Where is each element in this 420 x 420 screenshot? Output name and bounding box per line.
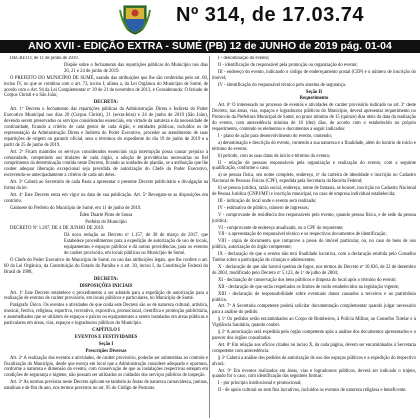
- right-paragraph: IX - declaração de que o evento não terá finalidade lucrativa, com a declaração emitida pelo Conselho Tutelar sobre a participação de crianças e adolescentes;: [212, 252, 416, 264]
- right-paragraph: § 1º Os pedidos serão encaminhados ao Corpo de Bombeiros, à Polícia Militar, ao Conselho Tutelar e à Vigilância Sanitária, quando couber.: [212, 317, 416, 329]
- left-paragraph: Art. 3º As normas previstas neste Decreto aplicam-se também às festas de natureza carnavalesca, juninas, natalinas e de fim de ano, nos termos previstos no art. 95 do Código de Posturas.: [4, 380, 208, 392]
- right-column: [212, 56, 416, 418]
- left-paragraph: O Chefe do Poder Executivo do Município de Sumé, no uso das atribuições legais, que lhe confere o art. 60 da Lei Orgânica, da Constituição do Estado da Paraíba e o art. 30, inciso I, da Constituição Federal do Brasil de 1988,: [4, 258, 208, 275]
- right-paragraph: II - de apoio cultural ou sem fins lucrativos, incluídos os eventos de natureza religiosa e beneficente.: [218, 388, 407, 394]
- right-paragraph: a) se pessoa física, seu nome completo, endereço, nº da carteira de identidade e inscrição no Cadastro Nacional de Pessoas Físicas (CPF), expedida pela Secretaria da Receita Federal;: [212, 173, 416, 185]
- right-paragraph: XIII - declaração de responsabilidade sobre eventuais danos causados a terceiros e ao patrimônio público.: [212, 291, 416, 303]
- right-paragraph: VII - a apresentação do responsável técnico e os respectivos documentos de identificação;: [218, 232, 387, 238]
- left-paragraph: Prescrições Diversas: [85, 348, 127, 354]
- right-paragraph: I - plano de ação para desenvolvimento do evento, contendo;: [218, 133, 333, 139]
- right-paragraph: I - denominação do evento;: [218, 56, 270, 61]
- left-paragraph: Dispõe sobre o fechamento das repartições públicas do Município nos dias 20, 21 e 24 de junho de 2019.: [64, 62, 208, 74]
- left-paragraph: DECRETO, de 11 de junho de 2019.: [10, 56, 79, 61]
- right-paragraph: X - declaração de que não haverá queima de fogos, nos termos do Decreto nº 10.826, de 22 de dezembro de 2003, modificado pelo Decreto nº 5.123, de 1º de julho de 2004;: [212, 265, 416, 276]
- left-paragraph: Art. 1º Este Decreto estabelece o procedimento a ser adotado para a expedição de autorização para a realização de eventos de caráter provisório, em locais públicos e particulares, no Município de Sumé.: [4, 290, 208, 302]
- left-paragraph: DECRETA:: [93, 276, 119, 282]
- left-paragraph: DECRETO Nº 1.207, DE 4 DE JUNHO DE 2019.: [10, 226, 105, 232]
- right-paragraph: XI - declaração de conservação dos bens públicos e limpeza do local após o término do evento;: [218, 277, 397, 283]
- right-paragraph: Art. 9º Em eventos realizados em áreas, vias e logradouros públicos, deverá ser indicado o trajeto, quando for o caso, com identificação das seguintes formas:: [212, 368, 416, 380]
- right-paragraph: § 3º Caberá a análise dos pedidos de autorização de uso dos espaços públicos e a expedição do respectivo alvará.: [212, 355, 416, 367]
- left-paragraph: CAPÍTULO I: [92, 327, 120, 333]
- right-paragraph: b) período, com as suas datas de início e término do evento;: [218, 153, 331, 159]
- right-paragraph: Art. 8º Em relação aos ofícios citados no inciso X, da cada página, devem ser encaminhados à Secretaria competente com antecedência.: [212, 342, 416, 354]
- left-paragraph: O PREFEITO DO MUNICÍPIO DE SUMÉ, usando das atribuições que lhe são conferidas pelo art. 60, inciso IV, no que se combina com o art. 73, inciso I, alínea a, da Lei Orgânica do Município de Sumé, de acordo com o Art. 94 da Lei Complementar nº 39 de 21 de novembro de 2013, e Considerando: O feriado de Corpus Christi e o São João;: [4, 75, 208, 99]
- left-paragraph: Parágrafo Único. Os eventos e atividades de que cuida este Decreto são os de natureza cultural, artística, musical, festiva, religiosa, esportiva, recreativo, expositiva, promocional, científica e promoção publicitária, e assemelhados que se utilizem de espaços e palcos ou equipamentos a serem instalados em áreas públicas e particulares em áreas, vias, espaços e logradouros públicos do Município.: [4, 303, 208, 327]
- left-paragraph: DISPOSIÇÕES INICIAIS: [79, 283, 133, 289]
- right-paragraph: Seção II: [305, 89, 323, 95]
- right-paragraph: b) se pessoa jurídica, razão social, endereço, nome de fantasia, se houver, inscrição no Cadastro Nacional de Pessoa Jurídica (CNPJ/MF) e inscrição municipal, no caso de empresa individual estabelecida;: [212, 186, 416, 198]
- right-paragraph: XII - declaração de que serão respeitados os limites de ruído estabelecidos na legislação vigente;: [218, 284, 400, 290]
- left-column: [4, 56, 208, 418]
- left-paragraph: Dá nova redação ao Decreto nº 1.157, de 30 de março de 2017, que Estabelece procedimentos para a expedição de autorização de uso de locais, equipamentos e espaços públicos e dá outras providências, para os eventos de caráter provisório, em locais públicos no Município de Sumé.: [64, 233, 208, 257]
- coat-of-arms-icon: [118, 2, 152, 36]
- right-paragraph: Requerimento: [299, 96, 329, 102]
- left-paragraph: Éden Duarte Pinto de Sousa: [79, 212, 133, 218]
- right-paragraph: III - indicação do local onde o evento será realizado;: [218, 198, 317, 204]
- left-paragraph: Art. 2º A realização dos eventos e atividades, de caráter provisório, poderão ser submetidas ao controle e fiscalização do Município, desde que exerça em local que a Administração considere adequado e oportuno, conforme a natureza e dimensão do evento, com conservação de que as instalações respectivas estejam em condições de segurança e higiene, não possam ser utilizados os cuidados dos serviços públicos de inspeção.: [4, 355, 208, 379]
- left-paragraph: Gabinete do Prefeito do Município de Sumé, em 11 de junho de 2019.: [10, 205, 142, 211]
- right-paragraph: Art. 6º O interessado no processo de eventos e atividades de caráter provisório indicado no art. 2º deste Decreto, nas áreas, vias, espaços e logradouros públicos do Município, deverá apresentar requerimento no Protocolo da Prefeitura Municipal de Sumé, no prazo mínimo de 15 (quinze) dias úteis da data da realização do evento, com antecedência mínima de 10 (dez) dias, de acordo com o estabelecido no próprio requerimento, contendo os elementos e documentos a seguir indicados:: [212, 103, 416, 132]
- edition-banner: ANO XVII - EDIÇÃO EXTRA - SUMÉ (PB) 12 de JUNHO de 2019 pág. 01-04: [0, 40, 420, 53]
- issue-number: Nº 314, de 17.03.74: [176, 4, 365, 26]
- right-paragraph: § 2º A autorização será expedida pelo órgão competente após a análise dos documentos apresentados e o parecer dos órgãos consultados.: [212, 330, 416, 341]
- right-paragraph: Art. 7º A Secretaria competente poderá solicitar documentação complementar quando julgar necessário para a análise do pedido.: [212, 304, 416, 316]
- right-paragraph: II - relação de pessoas responsáveis pela organização e realização do evento, com a seguinte qualificação, conforme o caso:: [212, 160, 416, 172]
- right-paragraph: IV - identificação do responsável técnico pelo sistema de segurança.: [218, 82, 346, 88]
- right-paragraph: I - por princípio institucional e promocional;: [218, 381, 302, 387]
- gazette-header: [0, 0, 420, 40]
- column-divider: [209, 56, 210, 418]
- right-paragraph: IV - estimativa de público, número de ingressos;: [218, 205, 310, 211]
- right-paragraph: III - endereço do evento, indicando o código de endereçamento postal (CEP) e o número de inscrição do imóvel;: [212, 69, 416, 81]
- right-paragraph: II - identificação do responsável pela promoção ou organização do evento;: [218, 62, 358, 68]
- left-paragraph: DECRETA:: [93, 100, 119, 106]
- left-paragraph: Prefeito do Município: [85, 219, 127, 225]
- left-paragraph: Seção I: [98, 341, 114, 347]
- left-paragraph: EVENTOS E FESTIVIDADES: [74, 334, 138, 340]
- right-paragraph: a) denominação e descrição do evento, contendo a sua natureza e a finalidade, além do horário de início e término do evento;: [212, 140, 416, 152]
- left-paragraph: Art. 3º Caberá ao Secretário de cada Pasta a apresentar o presente Decreto publicitário e divulgação na forma da lei.: [4, 180, 208, 192]
- right-paragraph: V - comprovante de residência dos responsáveis pelo evento, quando pessoa física, e de sede da pessoa jurídica;: [212, 212, 416, 224]
- right-paragraph: VI - comprovante de endereço atualizado, ou o CPF do requerente;: [218, 225, 344, 231]
- right-paragraph: VIII - cópia de documento que comprove a posse do imóvel particular, ou, no caso de bens de uso público, autorização do órgão competente;: [212, 239, 416, 251]
- left-paragraph: Art. 2º Ficam mantidos os serviços considerados essenciais cuja interrupção possa causar prejuízo à comunidade, competindo aos titulares de cada órgão, a adoção de providências necessárias ao fiel cumprimento da determinação contida neste Decreto, ficando as unidades de plantão, se a atribuição que lhe couber adequar liberação excepcional seja previdida de autorização do Chefe do Poder Executivo, escrevendo-se antecipadamente a critério de cada um deles.: [4, 149, 208, 179]
- left-paragraph: Art. 4º Este Decreto entra em vigor na data de sua publicação. Art. 5º Revogam-se as disposições em contrário.: [4, 192, 208, 204]
- left-paragraph: Art. 1º Decreta o fechamento das repartições públicas da Administração Direta e Indireta do Poder Executivo Municipal nos dias 20 (Corpus Christi), 21 (sexta-feira) e 24 de junho de 2019 (São João), devendo serem preservados os serviços considerados essenciais, em virtude da natureza e da necessidade de continuidade, ficando a critério de cada gestor de cada órgão, e entidades públicas, incluídos os de representação da Administração Direta e Indireta do Poder Executivo, proceder ao atendimento de suas repartições de origem ou garantir oficial, seus o términos do expediente do dia 19 de junho de 2019 e a partir de 25 de junho de 2019.: [4, 107, 208, 148]
